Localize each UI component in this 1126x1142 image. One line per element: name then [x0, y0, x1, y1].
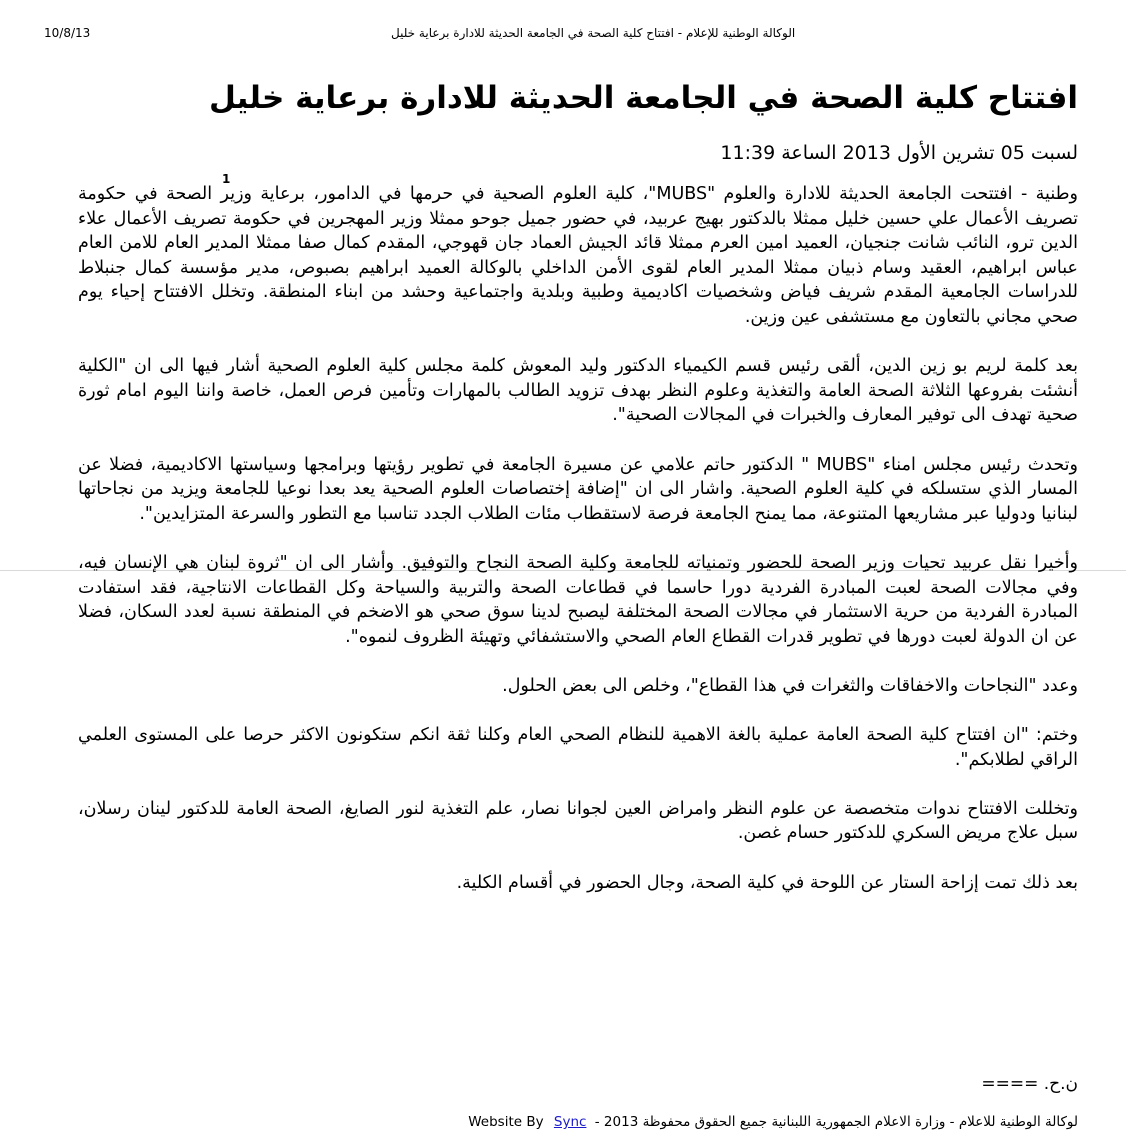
print-page-title: الوكالة الوطنية للإعلام - افتتاح كلية الصحة في الجامعة الحديثة للادارة برعاية خليل: [391, 26, 796, 40]
article-headline: افتتاح كلية الصحة في الجامعة الحديثة للادارة برعاية خليل: [208, 80, 1078, 116]
article-paragraph: وعدد "النجاحات والاخفاقات والثغرات في هذا القطاع"، وخلص الى بعض الحلول.: [502, 675, 1078, 696]
article: [78, 78, 1078, 920]
page-footer: [468, 1114, 1078, 1130]
article-paragraph: وختم: "ان افتتاح كلية الصحة العامة عملية بالغة الاهمية للنظام الصحي العام وكلنا ثقة انكم ستكونون الاكثر حرصا على المستوى العلمي الراقي لطلابكم".: [78, 725, 1078, 770]
article-dateline: لسبت 05 تشرين الأول 2013 الساعة 11:39: [720, 142, 1078, 164]
footer-copyright: لوكالة الوطنية للاعلام - وزارة الاعلام الجمهورية اللبنانية جميع الحقوق محفوظة 2013 -: [594, 1114, 1078, 1130]
article-paragraph: بعد كلمة لريم بو زين الدين، ألقى رئيس قسم الكيمياء الدكتور وليد المعوش كلمة مجلس كلية العلوم الصحية أشار فيها الى ان "الكلية أنشئت بفروعها الثلاثة الصحة العامة والتغذية وعلوم النظر بهدف تزويد الطالب بالمهارات وتأمين فرص العمل، خاصة واننا اليوم امام ثورة صحية تهدف الى توفير المعارف والخبرات في المجالات الصحية".: [78, 356, 1078, 426]
footer-credit-prefix: Website By: [468, 1114, 544, 1130]
article-paragraph: وتحدث رئيس مجلس امناء "MUBS " الدكتور حاتم علامي عن مسيرة الجامعة في تطوير رؤيتها وبرامجها وسياستها الاكاديمية، فضلا عن المسار الذي ستسلكه في كلية العلوم الصحية. واشار الى ان "إضافة إختصاصات العلوم الصحية يعد بعدا نوعيا للجامعة ويزيد من نجاحاتها لبنانيا ودوليا عبر مشاريعها المتنوعة، مما يمنح الجامعة فرصة لاستقطاب مئات الطلاب الجدد تناسبا مع التطور والسرعة المتزايدين".: [78, 454, 1078, 524]
print-date: 10/8/13: [44, 26, 91, 40]
article-paragraph: وطنية - افتتحت الجامعة الحديثة للادارة والعلوم "MUBS"، كلية العلوم الصحية في حرمها في الدامور، برعاية وزير الصحة في حكومة تصريف الأعمال علي حسين خليل ممثلا بالدكتور بهيج عربيد، في حضور جميل جوحو ممثلا وزير المهجرين في حكومة تصريف الأعمال علاء الدين ترو، النائب شانت جنجيان، العميد امين العرم ممثلا قائد الجيش العماد جان قهوجي، المقدم كمال صفا ممثلا المدير العام للامن العام عباس ابراهيم، العقيد وسام ذبيان ممثلا المدير العام لقوى الأمن الداخلي بالوكالة العميد ابراهيم بصبوص، مدير مؤسسة كمال جنبلاط للدراسات الجامعية المقدم شريف فياض وشخصيات اكاديمية وطبية وبلدية واجتماعية وحشد من ابناء المنطقة. وتخلل الافتتاح إحياء يوم صحي مجاني بالتعاون مع مستشفى عين وزين.: [78, 184, 1078, 327]
article-paragraph: وأخيرا نقل عربيد تحيات وزير الصحة للحضور وتمنياته للجامعة وكلية الصحة النجاح والتوفيق. وأشار الى ان "ثروة لبنان هي الإنسان فيه، وفي مجالات الصحة لعبت المبادرة الفردية دورا حاسما في قطاعات الصحة والتربية والسياحة وكل القطاعات الانتاجية، فقد استفادت المبادرة الفردية من حرية الاستثمار في مجالات الصحة المختلفة ليصبح لدينا سوق صحي هو الاضخم في المنطقة نسبة لعدد السكان، فضلا عن ان الدولة لعبت دورها في تطوير قدرات القطاع العام الصحي والاستشفائي وتهيئة الظروف لنموه".: [78, 552, 1078, 647]
article-signature: ن.ح. ====: [981, 1074, 1078, 1094]
article-body: [78, 182, 1078, 895]
print-header: [0, 26, 1126, 44]
article-paragraph: وتخللت الافتتاح ندوات متخصصة عن علوم النظر وامراض العين لجوانا نصار، علم التغذية لنور الصايغ، الصحة العامة للدكتور لينان رسلان، سبل علاج مريض السكري للدكتور حسام غصن.: [78, 798, 1078, 844]
article-paragraph: بعد ذلك تمت إزاحة الستار عن اللوحة في كلية الصحة، وجال الحضور في أقسام الكلية.: [456, 872, 1078, 893]
page-marker: 1: [222, 172, 231, 186]
sync-link[interactable]: Sync: [553, 1114, 587, 1130]
footer-credit: [468, 1114, 586, 1130]
